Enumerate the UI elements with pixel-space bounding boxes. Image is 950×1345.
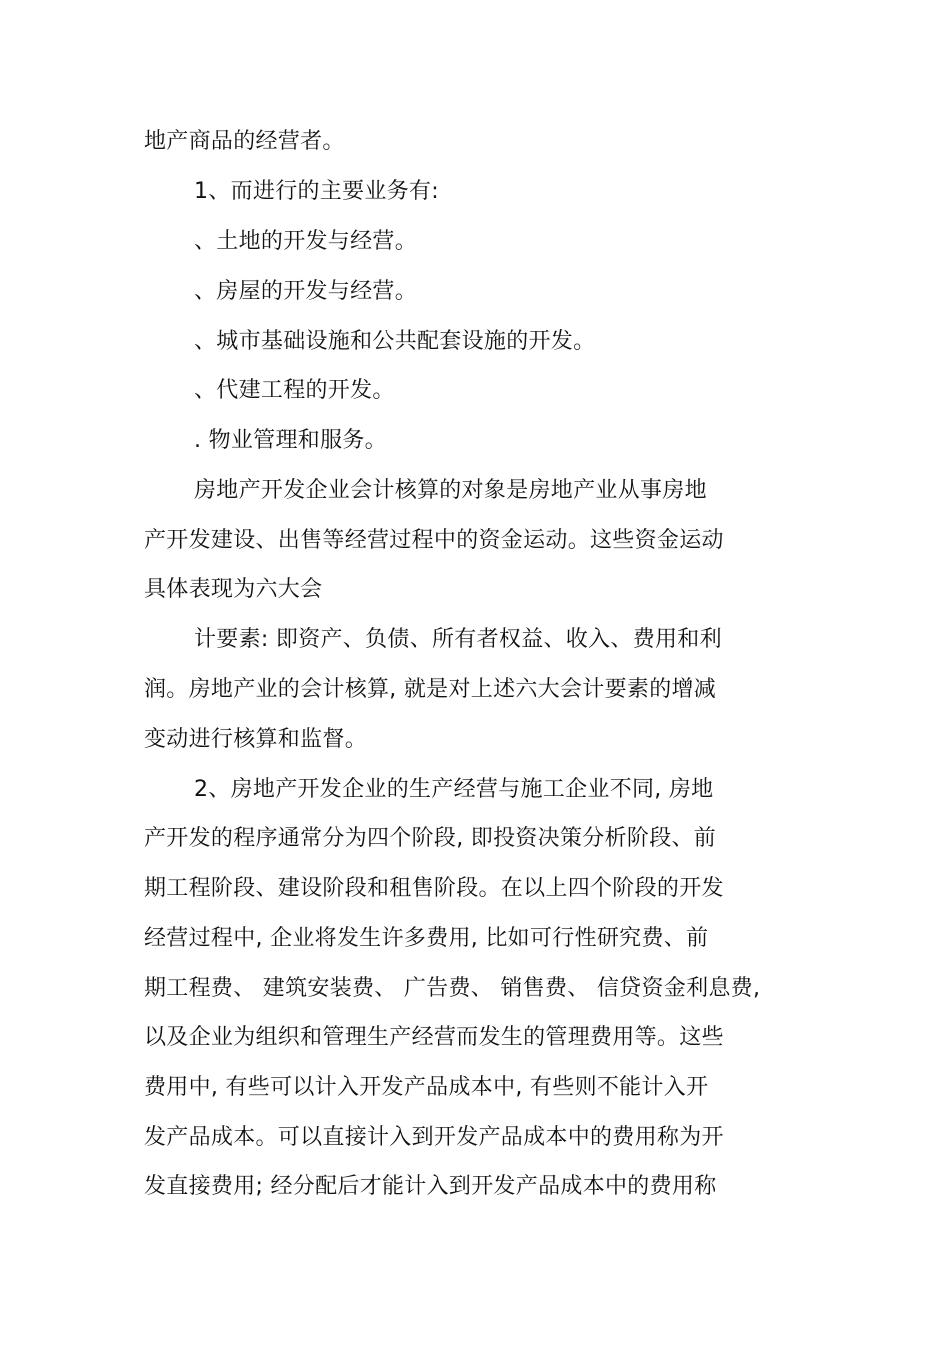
text-line: 润。房地产业的会计核算, 就是对上述六大会计要素的增减 [144, 677, 717, 702]
text-line: 产开发的程序通常分为四个阶段, 即投资决策分析阶段、前 [144, 826, 717, 851]
text-line: 2、房地产开发企业的生产经营与施工企业不同, 房地 [194, 777, 714, 802]
text-line: 以及企业为组织和管理生产经营而发生的管理费用等。这些 [144, 1025, 724, 1050]
text-line: 期工程阶段、建设阶段和租售阶段。在以上四个阶段的开发 [144, 876, 724, 901]
text-line: 期工程费、 建筑安装费、 广告费、 销售费、 信贷资金利息费, [144, 976, 761, 1001]
text-line: 计要素: 即资产、负债、所有者权益、收入、费用和利 [194, 627, 722, 652]
text-line: . 物业管理和服务。 [194, 428, 387, 453]
text-line: 地产商品的经营者。 [144, 129, 345, 154]
text-line: 变动进行核算和监督。 [144, 727, 368, 752]
text-line: 产开发建设、出售等经营过程中的资金运动。这些资金运动 [144, 528, 724, 553]
text-line: 、代建工程的开发。 [194, 378, 395, 403]
text-line: 发产品成本。可以直接计入到开发产品成本中的费用称为开 [144, 1125, 724, 1150]
text-line: 发直接费用; 经分配后才能计入到开发产品成本中的费用称 [144, 1174, 717, 1199]
text-line: 房地产开发企业会计核算的对象是房地产业从事房地 [194, 478, 707, 503]
text-line: 费用中, 有些可以计入开发产品成本中, 有些则不能计入开 [144, 1075, 709, 1100]
text-line: 1、而进行的主要业务有: [194, 179, 440, 204]
text-line: 、房屋的开发与经营。 [194, 279, 418, 304]
text-line: 具体表现为六大会 [144, 577, 323, 602]
text-line: 、城市基础设施和公共配套设施的开发。 [194, 329, 596, 354]
text-line: 经营过程中, 企业将发生许多费用, 比如可行性研究费、前 [144, 926, 709, 951]
text-line: 、土地的开发与经营。 [194, 229, 418, 254]
